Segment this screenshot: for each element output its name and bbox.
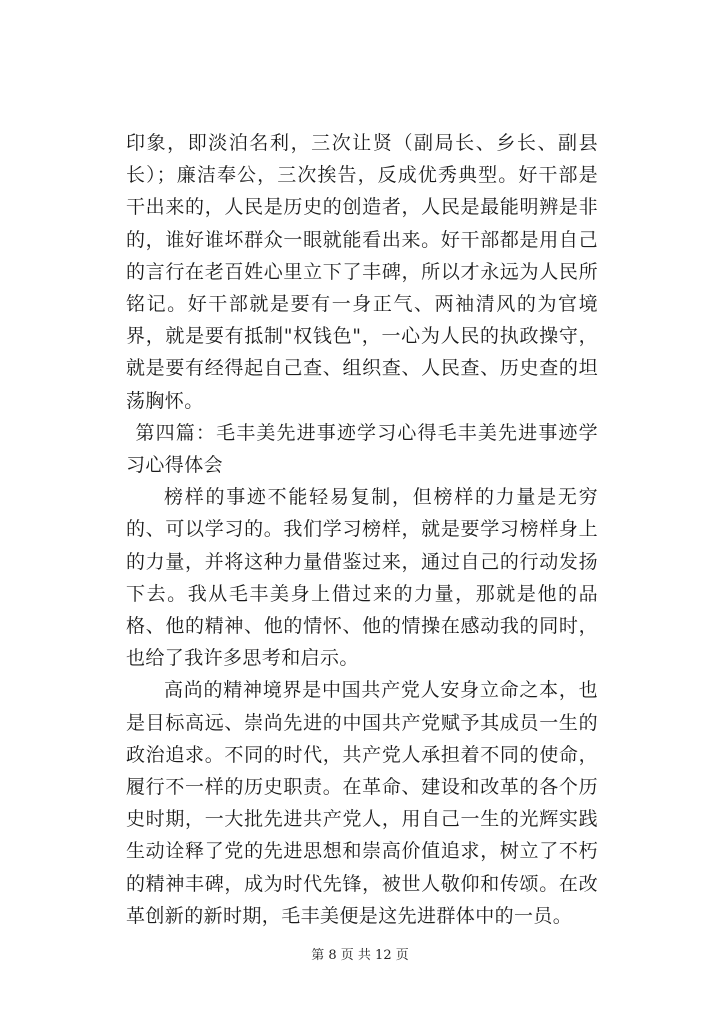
paragraph: 高尚的精神境界是中国共产党人安身立命之本，也是目标高远、崇尚先进的中国共产党赋予其成员一生的政治追求。不同的时代，共产党人承担着不同的使命，履行不一样的历史职责。在革命、建设和改革的各个历史时期，一大批先进共产党人，用自己一生的光辉实践生动诠释了党的先进思想和崇高价值追求，树立了不朽的精神丰碑，成为时代先锋，被世人敬仰和传颂。在改革创新的新时期，毛丰美便是这先进群体中的一员。	[126, 679, 598, 927]
document-body	[126, 127, 598, 932]
section-heading: 第四篇：毛丰美先进事迹学习心得毛丰美先进事迹学习心得体会	[126, 421, 598, 477]
page-footer: 第 8 页 共 12 页	[311, 948, 409, 963]
paragraph: 榜样的事迹不能轻易复制，但榜样的力量是无穷的、可以学习的。我们学习榜样，就是要学习榜样身上的力量，并将这种力量借鉴过来，通过自己的行动发扬下去。我从毛丰美身上借过来的力量，那就是他的品格、他的精神、他的情怀、他的情操在感动我的同时，也给了我许多思考和启示。	[126, 486, 598, 670]
paragraph-continued: 印象，即淡泊名利，三次让贤（副局长、乡长、副县长）；廉洁奉公，三次挨告，反成优秀典型。好干部是干出来的，人民是历史的创造者，人民是最能明辨是非的，谁好谁坏群众一眼就能看出来。好干部都是用自己的言行在老百姓心里立下了丰碑，所以才永远为人民所铭记。好干部就是要有一身正气、两袖清风的为官境界，就是要有抵制"权钱色"，一心为人民的执政操守，就是要有经得起自己查、组织查、人民查、历史查的坦荡胸怀。	[126, 132, 598, 412]
